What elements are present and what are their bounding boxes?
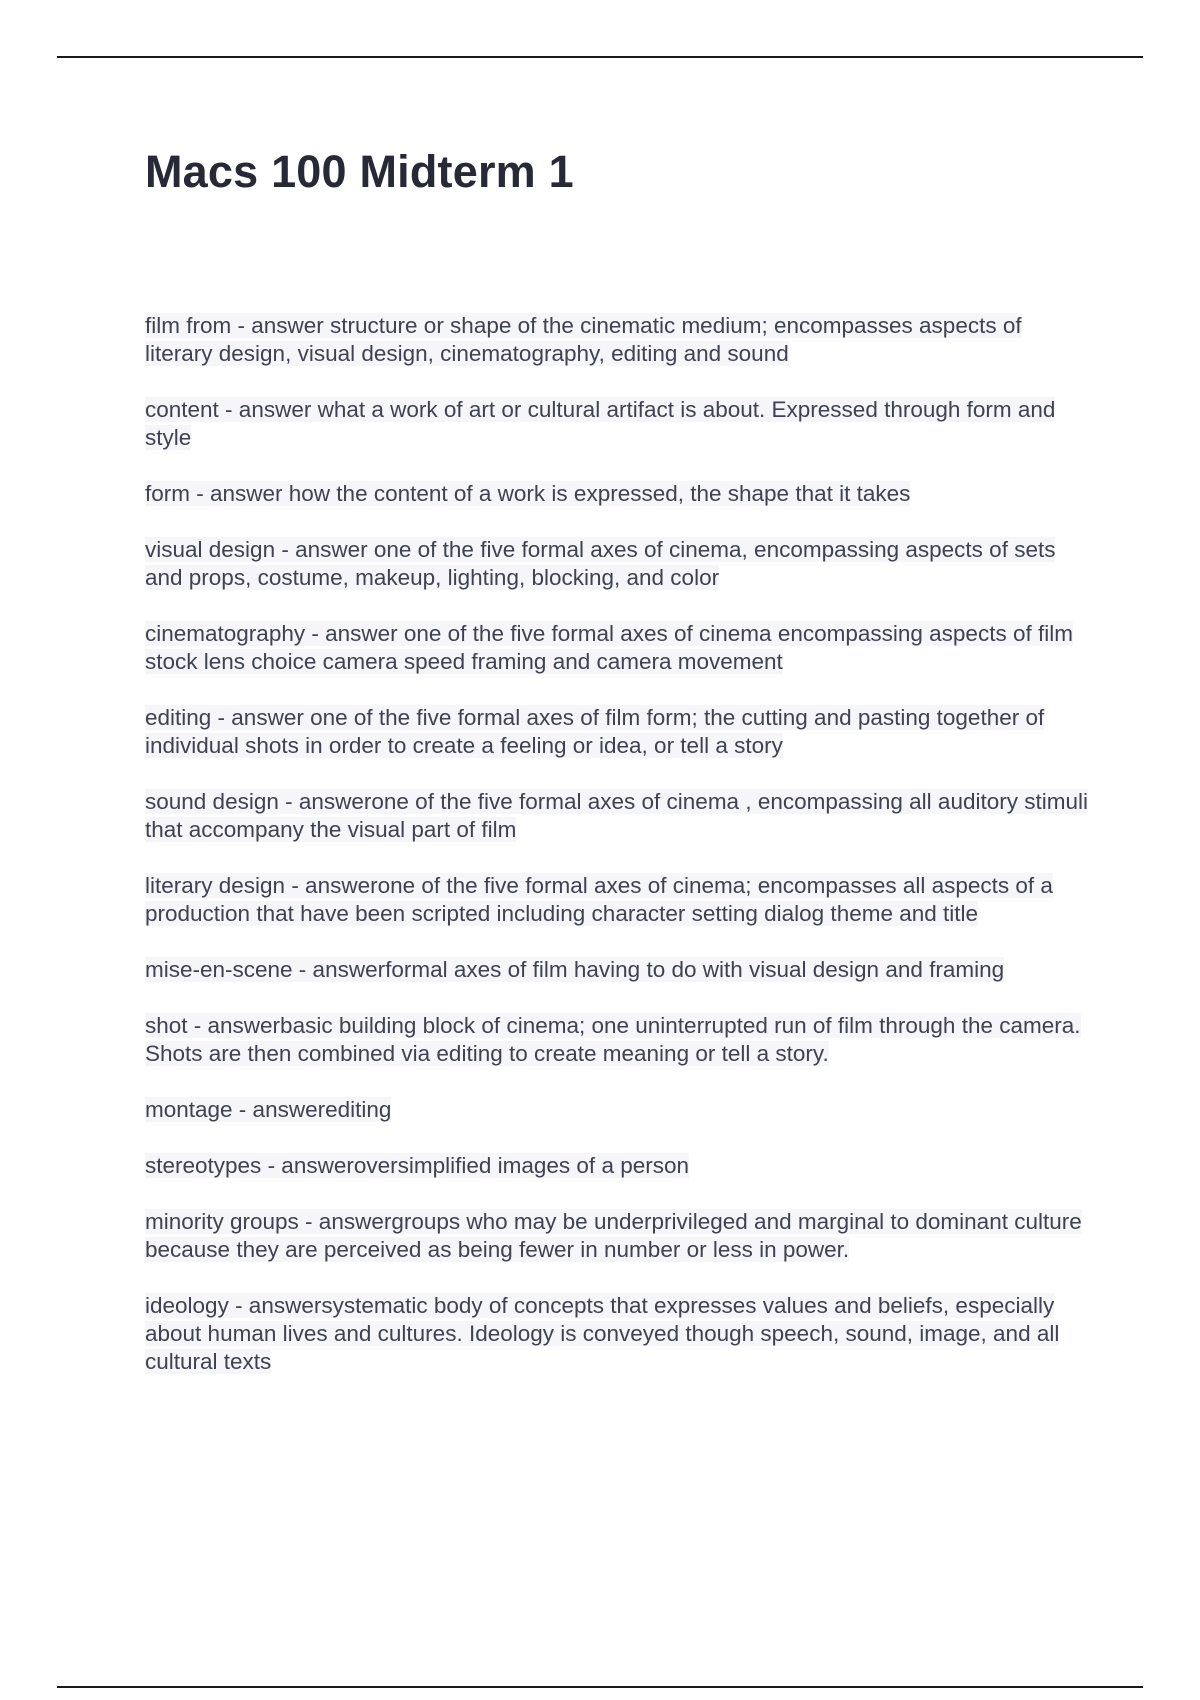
flashcard-entry [145, 480, 1095, 508]
page-title: Macs 100 Midterm 1 [145, 146, 574, 197]
flashcard-text: editing - answer one of the five formal axes of film form; the cutting and pasting together of individual shots in order to create a feeling or idea, or tell a story [145, 705, 1045, 758]
flashcard-entry [145, 1012, 1095, 1068]
flashcard-text: literary design - answerone of the five formal axes of cinema; encompasses all aspects of a production that have been scripted including character setting dialog theme and title [145, 873, 1053, 926]
flashcard-text: mise-en-scene - answerformal axes of film having to do with visual design and framing [145, 957, 1005, 982]
flashcard-text: shot - answerbasic building block of cinema; one uninterrupted run of film through the camera. Shots are then combined via editing to create meaning or tell a story. [145, 1013, 1081, 1066]
flashcard-text: ideology - answersystematic body of concepts that expresses values and beliefs, especially about human lives and cultures. Ideology is conveyed though speech, sound, image, and all cultural texts [145, 1293, 1060, 1374]
flashcard-entry [145, 536, 1095, 592]
flashcard-text: sound design - answerone of the five formal axes of cinema , encompassing all auditory stimuli that accompany the visual part of film [145, 789, 1088, 842]
flashcard-entry [145, 704, 1095, 760]
flashcard-entry [145, 1096, 1095, 1124]
flashcard-entry [145, 788, 1095, 844]
flashcard-text: minority groups - answergroups who may be underprivileged and marginal to dominant culture because they are perceived as being fewer in number or less in power. [145, 1209, 1082, 1262]
flashcard-entry [145, 872, 1095, 928]
flashcard-list [145, 312, 1095, 1404]
flashcard-text: stereotypes - answeroversimplified images of a person [145, 1153, 689, 1178]
flashcard-text: film from - answer structure or shape of the cinematic medium; encompasses aspects of literary design, visual design, cinematography, editing and sound [145, 313, 1022, 366]
flashcard-entry [145, 396, 1095, 452]
flashcard-text: montage - answerediting [145, 1097, 392, 1122]
flashcard-text: content - answer what a work of art or cultural artifact is about. Expressed through form and style [145, 397, 1056, 450]
flashcard-entry [145, 620, 1095, 676]
flashcard-text: visual design - answer one of the five formal axes of cinema, encompassing aspects of sets and props, costume, makeup, lighting, blocking, and color [145, 537, 1056, 590]
flashcard-entry [145, 1208, 1095, 1264]
flashcard-entry [145, 956, 1095, 984]
flashcard-entry [145, 1152, 1095, 1180]
flashcard-text: form - answer how the content of a work is expressed, the shape that it takes [145, 481, 911, 506]
flashcard-entry [145, 312, 1095, 368]
bottom-divider [57, 1686, 1143, 1688]
top-divider [57, 56, 1143, 58]
flashcard-entry [145, 1292, 1095, 1376]
flashcard-text: cinematography - answer one of the five formal axes of cinema encompassing aspects of film stock lens choice camera speed framing and camera movement [145, 621, 1073, 674]
